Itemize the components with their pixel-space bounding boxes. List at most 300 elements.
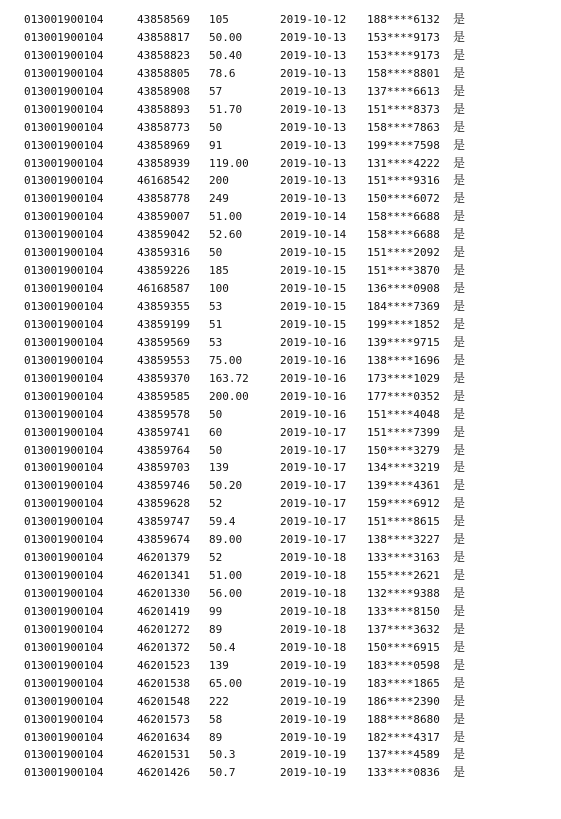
phone-cell: 158****6688 (367, 210, 440, 224)
status-flag-cell: 是 (453, 460, 466, 475)
order-number-cell: 43858569 (137, 13, 190, 26)
phone-cell: 150****6072 (367, 192, 440, 206)
date-cell: 2019-10-15 (280, 317, 347, 331)
status-flag-cell: 是 (453, 693, 466, 708)
phone-cell: 158****7863 (367, 120, 440, 134)
order-number-cell: 43858939 (137, 156, 190, 170)
date-cell: 2019-10-17 (280, 533, 347, 547)
account-code-cell: 013001900104 (24, 282, 104, 296)
account-code-cell: 013001900104 (24, 533, 104, 547)
order-number-cell: 46201341 (137, 569, 190, 583)
order-number-cell: 43859199 (137, 317, 190, 331)
amount-cell: 51.70 (209, 102, 243, 116)
date-cell: 2019-10-15 (280, 246, 347, 260)
status-flag-cell: 是 (453, 101, 466, 116)
status-flag-cell: 是 (453, 83, 466, 98)
phone-cell: 137****6613 (367, 84, 440, 98)
date-cell: 2019-10-19 (280, 766, 347, 780)
order-number-cell: 46201538 (137, 676, 190, 690)
date-cell: 2019-10-18 (280, 640, 347, 654)
date-cell: 2019-10-13 (280, 138, 347, 152)
table-row (0, 729, 561, 747)
status-flag-cell: 是 (453, 245, 466, 260)
status-flag-cell: 是 (453, 370, 466, 385)
amount-cell: 51.00 (209, 569, 243, 583)
transaction-table (0, 11, 561, 782)
table-row (0, 442, 561, 460)
account-code-cell: 013001900104 (24, 84, 104, 98)
phone-cell: 134****3219 (367, 461, 440, 475)
order-number-cell: 43859703 (137, 461, 190, 475)
account-code-cell: 013001900104 (24, 622, 104, 636)
order-number-cell: 43858969 (137, 138, 190, 152)
amount-cell: 50.4 (209, 640, 236, 654)
date-cell: 2019-10-16 (280, 353, 347, 367)
order-number-cell: 43859007 (137, 210, 190, 224)
amount-cell: 53 (209, 335, 223, 349)
account-code-cell: 013001900104 (24, 407, 104, 421)
table-row (0, 388, 561, 406)
order-number-cell: 43858893 (137, 102, 190, 116)
phone-cell: 151****8615 (367, 515, 440, 529)
phone-cell: 138****1696 (367, 353, 440, 367)
status-flag-cell: 是 (453, 639, 466, 654)
amount-cell: 50.40 (209, 48, 243, 62)
table-row (0, 172, 561, 190)
amount-cell: 50.3 (209, 748, 236, 762)
order-number-cell: 43859764 (137, 443, 190, 457)
phone-cell: 155****2621 (367, 569, 440, 583)
table-row (0, 424, 561, 442)
order-number-cell: 46201531 (137, 748, 190, 762)
status-flag-cell: 是 (453, 442, 466, 457)
table-row (0, 334, 561, 352)
phone-cell: 133****0836 (367, 766, 440, 780)
date-cell: 2019-10-16 (280, 335, 347, 349)
amount-cell: 139 (209, 658, 229, 672)
table-row (0, 352, 561, 370)
date-cell: 2019-10-17 (280, 497, 347, 511)
status-flag-cell: 是 (453, 568, 466, 583)
date-cell: 2019-10-18 (280, 569, 347, 583)
phone-cell: 183****0598 (367, 658, 440, 672)
order-number-cell: 43859747 (137, 515, 190, 529)
date-cell: 2019-10-19 (280, 748, 347, 762)
phone-cell: 153****9173 (367, 30, 440, 44)
status-flag-cell: 是 (453, 173, 466, 188)
account-code-cell: 013001900104 (24, 766, 104, 780)
table-row (0, 549, 561, 567)
phone-cell: 199****7598 (367, 138, 440, 152)
status-flag-cell: 是 (453, 711, 466, 726)
status-flag-cell: 是 (453, 747, 466, 762)
table-row (0, 316, 561, 334)
status-flag-cell: 是 (453, 729, 466, 744)
order-number-cell: 43859226 (137, 264, 190, 278)
date-cell: 2019-10-13 (280, 66, 347, 80)
date-cell: 2019-10-13 (280, 120, 347, 134)
order-number-cell: 43859370 (137, 371, 190, 385)
amount-cell: 50 (209, 120, 223, 134)
table-row (0, 693, 561, 711)
amount-cell: 50 (209, 443, 223, 457)
phone-cell: 151****2092 (367, 246, 440, 260)
account-code-cell: 013001900104 (24, 192, 104, 206)
account-code-cell: 013001900104 (24, 640, 104, 654)
account-code-cell: 013001900104 (24, 13, 104, 26)
order-number-cell: 46201372 (137, 640, 190, 654)
amount-cell: 200 (209, 174, 229, 188)
table-row (0, 298, 561, 316)
status-flag-cell: 是 (453, 137, 466, 152)
status-flag-cell: 是 (453, 155, 466, 170)
order-number-cell: 43858817 (137, 30, 190, 44)
account-code-cell: 013001900104 (24, 102, 104, 116)
order-number-cell: 43859316 (137, 246, 190, 260)
account-code-cell: 013001900104 (24, 210, 104, 224)
table-row (0, 11, 561, 29)
date-cell: 2019-10-19 (280, 676, 347, 690)
account-code-cell: 013001900104 (24, 66, 104, 80)
order-number-cell: 43859042 (137, 228, 190, 242)
phone-cell: 151****4048 (367, 407, 440, 421)
date-cell: 2019-10-18 (280, 587, 347, 600)
phone-cell: 131****4222 (367, 156, 440, 170)
account-code-cell: 013001900104 (24, 246, 104, 260)
account-code-cell: 013001900104 (24, 425, 104, 439)
amount-cell: 50 (209, 407, 223, 421)
amount-cell: 52.60 (209, 228, 243, 242)
status-flag-cell: 是 (453, 12, 466, 26)
status-flag-cell: 是 (453, 550, 466, 565)
date-cell: 2019-10-19 (280, 694, 347, 708)
amount-cell: 185 (209, 264, 229, 278)
status-flag-cell: 是 (453, 352, 466, 367)
account-code-cell: 013001900104 (24, 604, 104, 618)
amount-cell: 52 (209, 551, 223, 565)
table-row (0, 119, 561, 137)
status-flag-cell: 是 (453, 263, 466, 278)
account-code-cell: 013001900104 (24, 694, 104, 708)
account-code-cell: 013001900104 (24, 48, 104, 62)
table-row (0, 585, 561, 603)
account-code-cell: 013001900104 (24, 748, 104, 762)
phone-cell: 188****8680 (367, 712, 440, 726)
status-flag-cell: 是 (453, 227, 466, 242)
table-row (0, 406, 561, 424)
account-code-cell: 013001900104 (24, 676, 104, 690)
phone-cell: 151****8373 (367, 102, 440, 116)
status-flag-cell: 是 (453, 603, 466, 618)
status-flag-cell: 是 (453, 675, 466, 690)
order-number-cell: 46168542 (137, 174, 190, 188)
phone-cell: 177****0352 (367, 389, 440, 403)
status-flag-cell: 是 (453, 388, 466, 403)
phone-cell: 150****3279 (367, 443, 440, 457)
amount-cell: 200.00 (209, 389, 249, 403)
account-code-cell: 013001900104 (24, 389, 104, 403)
amount-cell: 52 (209, 497, 223, 511)
amount-cell: 57 (209, 84, 223, 98)
table-row (0, 244, 561, 262)
phone-cell: 150****6915 (367, 640, 440, 654)
date-cell: 2019-10-17 (280, 443, 347, 457)
status-flag-cell: 是 (453, 299, 466, 313)
phone-cell: 184****7369 (367, 300, 440, 313)
account-code-cell: 013001900104 (24, 712, 104, 726)
status-flag-cell: 是 (453, 424, 466, 439)
date-cell: 2019-10-17 (280, 515, 347, 529)
account-code-cell: 013001900104 (24, 138, 104, 152)
date-cell: 2019-10-13 (280, 174, 347, 188)
date-cell: 2019-10-16 (280, 371, 347, 385)
date-cell: 2019-10-18 (280, 604, 347, 618)
phone-cell: 151****3870 (367, 264, 440, 278)
amount-cell: 249 (209, 192, 229, 206)
phone-cell: 159****6912 (367, 497, 440, 511)
date-cell: 2019-10-19 (280, 730, 347, 744)
status-flag-cell: 是 (453, 621, 466, 636)
amount-cell: 89 (209, 730, 223, 744)
amount-cell: 60 (209, 425, 223, 439)
amount-cell: 53 (209, 300, 223, 313)
status-flag-cell: 是 (453, 209, 466, 224)
order-number-cell: 43859585 (137, 389, 190, 403)
phone-cell: 182****4317 (367, 730, 440, 744)
date-cell: 2019-10-15 (280, 264, 347, 278)
table-row (0, 83, 561, 101)
table-row (0, 746, 561, 764)
status-flag-cell: 是 (453, 586, 466, 600)
phone-cell: 158****6688 (367, 228, 440, 242)
account-code-cell: 013001900104 (24, 228, 104, 242)
date-cell: 2019-10-13 (280, 192, 347, 206)
table-row (0, 711, 561, 729)
date-cell: 2019-10-13 (280, 48, 347, 62)
table-row (0, 477, 561, 495)
account-code-cell: 013001900104 (24, 317, 104, 331)
date-cell: 2019-10-15 (280, 282, 347, 296)
account-code-cell: 013001900104 (24, 264, 104, 278)
phone-cell: 133****8150 (367, 604, 440, 618)
table-row (0, 531, 561, 549)
order-number-cell: 46201419 (137, 604, 190, 618)
date-cell: 2019-10-13 (280, 156, 347, 170)
order-number-cell: 43859355 (137, 300, 190, 313)
table-row (0, 190, 561, 208)
order-number-cell: 46201379 (137, 551, 190, 565)
table-row (0, 262, 561, 280)
table-row (0, 47, 561, 65)
order-number-cell: 43858805 (137, 66, 190, 80)
table-row (0, 155, 561, 173)
account-code-cell: 013001900104 (24, 353, 104, 367)
amount-cell: 50.00 (209, 30, 243, 44)
order-number-cell: 43859746 (137, 479, 190, 493)
date-cell: 2019-10-17 (280, 461, 347, 475)
order-number-cell: 43859553 (137, 353, 190, 367)
date-cell: 2019-10-13 (280, 84, 347, 98)
date-cell: 2019-10-14 (280, 228, 347, 242)
amount-cell: 91 (209, 138, 223, 152)
order-number-cell: 43859628 (137, 497, 190, 511)
amount-cell: 163.72 (209, 371, 249, 385)
status-flag-cell: 是 (453, 316, 466, 331)
amount-cell: 119.00 (209, 156, 249, 170)
order-number-cell: 43859569 (137, 335, 190, 349)
order-number-cell: 43859578 (137, 407, 190, 421)
table-row (0, 495, 561, 513)
phone-cell: 173****1029 (367, 371, 440, 385)
status-flag-cell: 是 (453, 496, 466, 511)
table-row (0, 280, 561, 298)
account-code-cell: 013001900104 (24, 497, 104, 511)
status-flag-cell: 是 (453, 65, 466, 80)
table-row (0, 226, 561, 244)
account-code-cell: 013001900104 (24, 479, 104, 493)
amount-cell: 50.20 (209, 479, 243, 493)
status-flag-cell: 是 (453, 657, 466, 672)
table-row (0, 567, 561, 585)
status-flag-cell: 是 (453, 532, 466, 547)
amount-cell: 75.00 (209, 353, 243, 367)
order-number-cell: 46201426 (137, 766, 190, 780)
amount-cell: 51.00 (209, 210, 243, 224)
amount-cell: 58 (209, 712, 223, 726)
status-flag-cell: 是 (453, 406, 466, 421)
phone-cell: 186****2390 (367, 694, 440, 708)
table-row (0, 764, 561, 782)
table-row (0, 370, 561, 388)
order-number-cell: 43858908 (137, 84, 190, 98)
table-row (0, 101, 561, 119)
order-number-cell: 43858773 (137, 120, 190, 134)
status-flag-cell: 是 (453, 29, 466, 44)
phone-cell: 137****4589 (367, 748, 440, 762)
date-cell: 2019-10-17 (280, 479, 347, 493)
table-row (0, 459, 561, 477)
phone-cell: 151****7399 (367, 425, 440, 439)
phone-cell: 139****9715 (367, 335, 440, 349)
table-row (0, 65, 561, 83)
status-flag-cell: 是 (453, 47, 466, 62)
account-code-cell: 013001900104 (24, 300, 104, 313)
table-row (0, 603, 561, 621)
account-code-cell: 013001900104 (24, 443, 104, 457)
amount-cell: 100 (209, 282, 229, 296)
amount-cell: 99 (209, 604, 223, 618)
table-row (0, 621, 561, 639)
status-flag-cell: 是 (453, 478, 466, 493)
amount-cell: 65.00 (209, 676, 243, 690)
account-code-cell: 013001900104 (24, 120, 104, 134)
phone-cell: 188****6132 (367, 13, 440, 26)
phone-cell: 133****3163 (367, 551, 440, 565)
table-row (0, 639, 561, 657)
order-number-cell: 46201573 (137, 712, 190, 726)
table-row (0, 29, 561, 47)
account-code-cell: 013001900104 (24, 569, 104, 583)
table-row (0, 513, 561, 531)
date-cell: 2019-10-16 (280, 389, 347, 403)
order-number-cell: 46201634 (137, 730, 190, 744)
account-code-cell: 013001900104 (24, 174, 104, 188)
amount-cell: 89.00 (209, 533, 243, 547)
date-cell: 2019-10-19 (280, 658, 347, 672)
order-number-cell: 46201523 (137, 658, 190, 672)
order-number-cell: 43858823 (137, 48, 190, 62)
table-row (0, 675, 561, 693)
account-code-cell: 013001900104 (24, 551, 104, 565)
phone-cell: 158****8801 (367, 66, 440, 80)
phone-cell: 137****3632 (367, 622, 440, 636)
date-cell: 2019-10-14 (280, 210, 347, 224)
status-flag-cell: 是 (453, 334, 466, 349)
order-number-cell: 43859741 (137, 425, 190, 439)
amount-cell: 56.00 (209, 587, 243, 600)
amount-cell: 222 (209, 694, 229, 708)
status-flag-cell: 是 (453, 191, 466, 206)
phone-cell: 136****0908 (367, 282, 440, 296)
table-row (0, 657, 561, 675)
account-code-cell: 013001900104 (24, 461, 104, 475)
phone-cell: 132****9388 (367, 587, 440, 600)
order-number-cell: 43858778 (137, 192, 190, 206)
account-code-cell: 013001900104 (24, 156, 104, 170)
date-cell: 2019-10-18 (280, 551, 347, 565)
order-number-cell: 46168587 (137, 282, 190, 296)
date-cell: 2019-10-13 (280, 30, 347, 44)
phone-cell: 199****1852 (367, 317, 440, 331)
status-flag-cell: 是 (453, 765, 466, 780)
date-cell: 2019-10-15 (280, 300, 347, 313)
account-code-cell: 013001900104 (24, 371, 104, 385)
date-cell: 2019-10-16 (280, 407, 347, 421)
amount-cell: 105 (209, 13, 229, 26)
date-cell: 2019-10-19 (280, 712, 347, 726)
phone-cell: 138****3227 (367, 533, 440, 547)
amount-cell: 89 (209, 622, 223, 636)
amount-cell: 59.4 (209, 515, 236, 529)
amount-cell: 51 (209, 317, 223, 331)
order-number-cell: 46201272 (137, 622, 190, 636)
phone-cell: 151****9316 (367, 174, 440, 188)
date-cell: 2019-10-17 (280, 425, 347, 439)
amount-cell: 50.7 (209, 766, 236, 780)
order-number-cell: 46201330 (137, 587, 190, 600)
status-flag-cell: 是 (453, 281, 466, 296)
date-cell: 2019-10-12 (280, 13, 347, 26)
account-code-cell: 013001900104 (24, 730, 104, 744)
status-flag-cell: 是 (453, 514, 466, 529)
order-number-cell: 46201548 (137, 694, 190, 708)
status-flag-cell: 是 (453, 119, 466, 134)
table-row (0, 208, 561, 226)
table-row (0, 137, 561, 155)
amount-cell: 139 (209, 461, 229, 475)
account-code-cell: 013001900104 (24, 587, 104, 600)
date-cell: 2019-10-18 (280, 622, 347, 636)
account-code-cell: 013001900104 (24, 30, 104, 44)
order-number-cell: 43859674 (137, 533, 190, 547)
amount-cell: 50 (209, 246, 223, 260)
phone-cell: 183****1865 (367, 676, 440, 690)
account-code-cell: 013001900104 (24, 335, 104, 349)
phone-cell: 139****4361 (367, 479, 440, 493)
date-cell: 2019-10-13 (280, 102, 347, 116)
amount-cell: 78.6 (209, 66, 236, 80)
account-code-cell: 013001900104 (24, 515, 104, 529)
